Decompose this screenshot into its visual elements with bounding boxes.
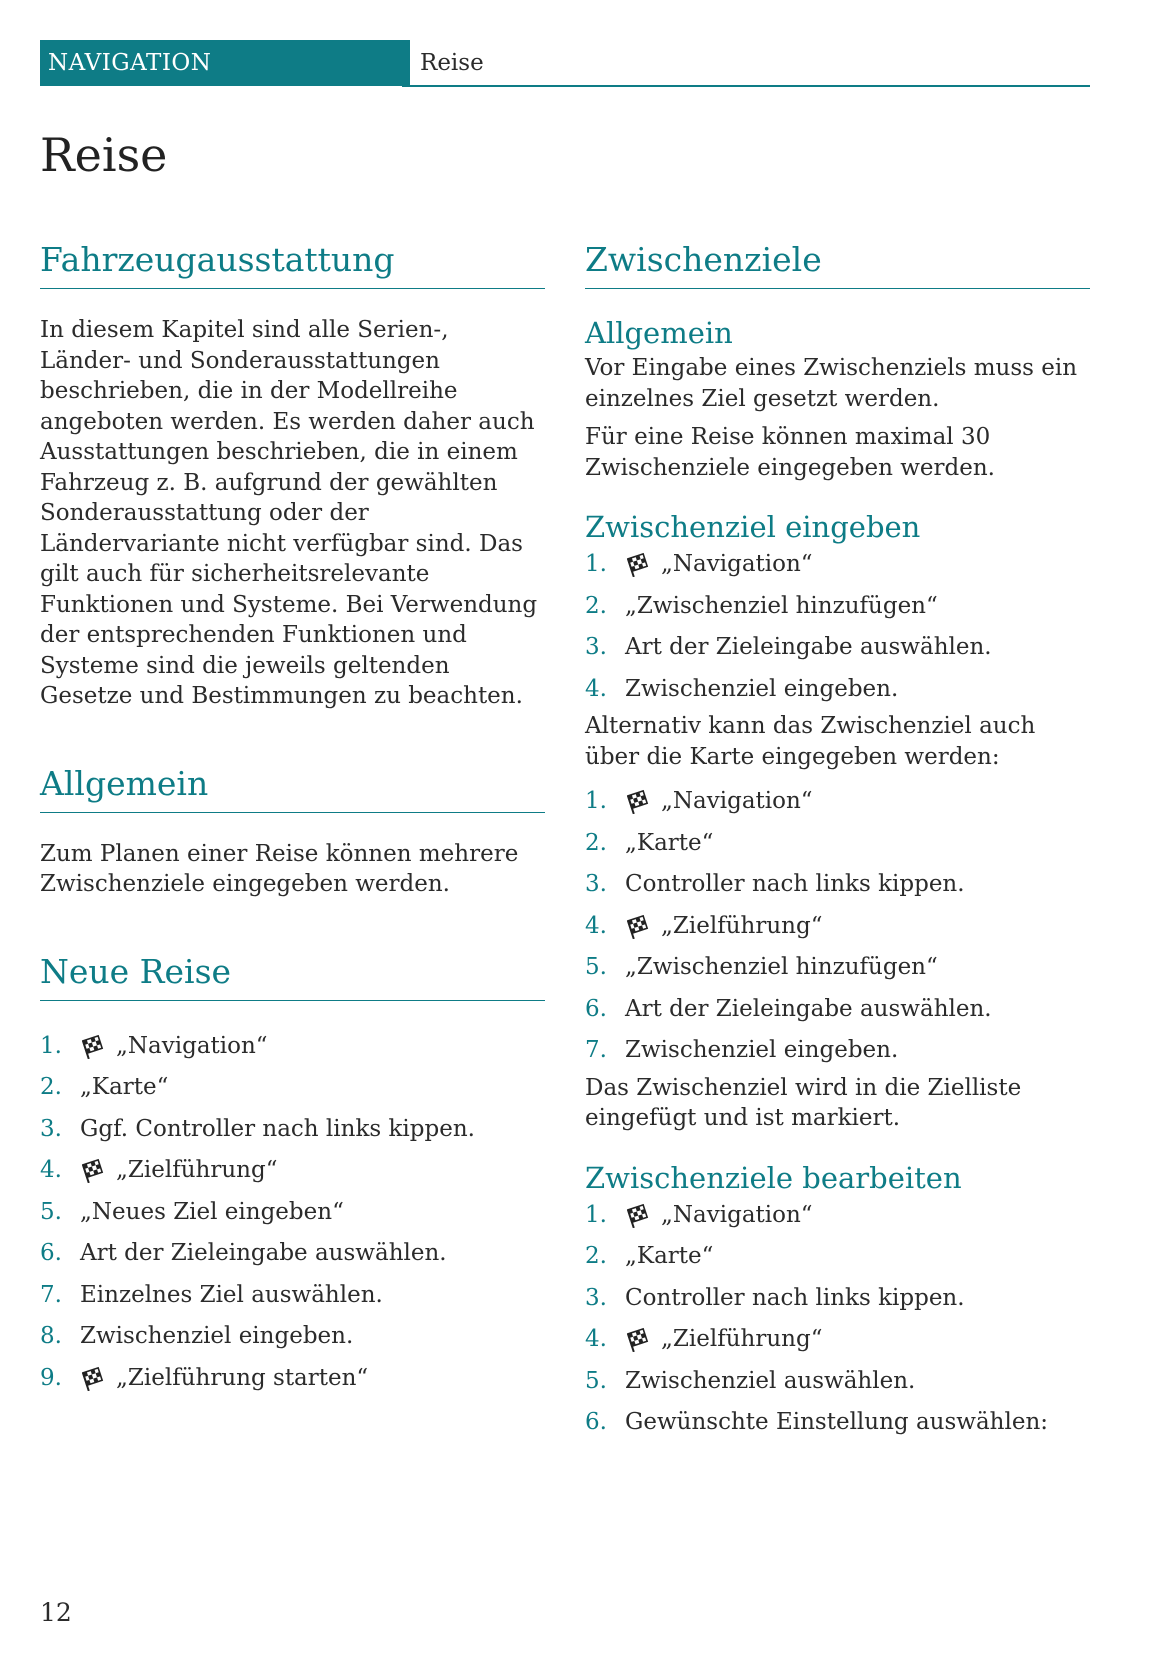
list-item bbox=[40, 1363, 545, 1393]
flag-icon bbox=[625, 551, 651, 577]
list-item bbox=[40, 1072, 545, 1102]
step-number: 1. bbox=[585, 1201, 607, 1228]
list-item bbox=[585, 1241, 1090, 1271]
list-item bbox=[585, 869, 1090, 899]
step-number: 1. bbox=[585, 551, 607, 577]
list-item bbox=[585, 591, 1090, 621]
header-rule bbox=[402, 85, 1090, 87]
fahrzeugausstattung-text: In diesem Kapitel sind alle Serien-, Länder- und Sonderausstattungen beschrieben, die in der Modellreihe angeboten werden. Es werden daher auch Ausstattungen beschrieben, die in einem Fahrzeug z. B. aufgrund der gewählten Sonderausstattung oder der Ländervariante nicht verfügbar sind. Das gilt auch für sicherheitsrelevante Funktionen und Systeme. Bei Verwendung der entsprechenden Funktionen und Systeme sind die jeweils geltenden Gesetze und Bestimmungen zu beachten. bbox=[40, 317, 538, 709]
step-number: 6. bbox=[585, 1409, 607, 1435]
neue-reise-steps bbox=[40, 1031, 545, 1393]
step-text: „Neues Ziel eingeben“ bbox=[80, 1198, 344, 1225]
step-number: 3. bbox=[585, 1284, 607, 1311]
list-item bbox=[585, 1324, 1090, 1354]
allgemein-p2: Für eine Reise können maximal 30 Zwischenziele eingegeben werden. bbox=[585, 424, 995, 481]
step-text: Controller nach links kippen. bbox=[625, 871, 965, 897]
list-item bbox=[585, 1283, 1090, 1313]
list-item bbox=[585, 994, 1090, 1024]
flag-icon bbox=[625, 1202, 651, 1228]
flag-icon bbox=[80, 1365, 106, 1391]
step-text: Art der Zieleingabe auswählen. bbox=[625, 995, 992, 1022]
step-text: „Karte“ bbox=[80, 1074, 169, 1100]
step-text: „Zielführung“ bbox=[661, 912, 823, 939]
list-item bbox=[40, 1321, 545, 1351]
list-item bbox=[40, 1280, 545, 1310]
result-text: Das Zwischenziel wird in die Zielliste eingefügt und ist markiert. bbox=[585, 1074, 1022, 1131]
heading-neue-reise: Neue Reise bbox=[40, 948, 545, 1001]
flag-icon bbox=[80, 1157, 106, 1183]
step-text: Gewünschte Einstellung auswählen: bbox=[625, 1409, 1049, 1435]
step-text: Einzelnes Ziel auswählen. bbox=[80, 1281, 383, 1308]
step-number: 5. bbox=[585, 1367, 607, 1394]
list-item bbox=[585, 549, 1090, 579]
step-text: „Navigation“ bbox=[116, 1032, 268, 1059]
flag-icon bbox=[625, 1326, 651, 1352]
step-number: 4. bbox=[585, 675, 607, 702]
list-item bbox=[40, 1155, 545, 1185]
step-number: 6. bbox=[585, 995, 607, 1022]
alternative-text: Alternativ kann das Zwischenziel auch über die Karte eingegeben werden: bbox=[585, 713, 1036, 770]
step-number: 5. bbox=[585, 954, 607, 980]
flag-icon bbox=[625, 788, 651, 814]
step-text: „Navigation“ bbox=[661, 1201, 813, 1228]
chapter-tab: NAVIGATION bbox=[40, 40, 410, 86]
heading-allgemein-right: Allgemein bbox=[585, 316, 733, 350]
heading-allgemein-left: Allgemein bbox=[40, 760, 545, 813]
step-number: 2. bbox=[585, 829, 607, 856]
page-title: Reise bbox=[40, 128, 168, 182]
step-number: 5. bbox=[40, 1198, 62, 1225]
step-text: Zwischenziel eingeben. bbox=[80, 1323, 354, 1349]
list-item bbox=[585, 786, 1090, 816]
step-text: Art der Zieleingabe auswählen. bbox=[80, 1240, 447, 1266]
list-item bbox=[40, 1197, 545, 1227]
list-item bbox=[585, 1200, 1090, 1230]
list-item bbox=[40, 1114, 545, 1144]
list-item bbox=[585, 911, 1090, 941]
list-item bbox=[40, 1031, 545, 1061]
list-item bbox=[585, 1035, 1090, 1065]
list-item bbox=[585, 828, 1090, 858]
step-number: 3. bbox=[40, 1115, 62, 1142]
step-number: 2. bbox=[585, 592, 607, 619]
allgemein-p1: Vor Eingabe eines Zwischenziels muss ein einzelnes Ziel gesetzt werden. bbox=[585, 355, 1078, 412]
section-label: Reise bbox=[420, 50, 484, 76]
step-text: „Zielführung“ bbox=[116, 1157, 278, 1183]
list-item bbox=[585, 952, 1090, 982]
step-number: 8. bbox=[40, 1323, 62, 1349]
heading-zwischenziele: Zwischenziele bbox=[585, 236, 1090, 289]
heading-zwischenziele-bearbeiten: Zwischenziele bearbeiten bbox=[585, 1160, 962, 1195]
step-text: „Karte“ bbox=[625, 1243, 714, 1269]
step-number: 2. bbox=[585, 1243, 607, 1269]
list-item bbox=[585, 1407, 1090, 1437]
step-text: Art der Zieleingabe auswählen. bbox=[625, 634, 992, 660]
step-text: Zwischenziel eingeben. bbox=[625, 1037, 899, 1063]
step-number: 1. bbox=[585, 788, 607, 814]
step-text: „Navigation“ bbox=[661, 551, 813, 577]
alternative-steps bbox=[585, 786, 1090, 1065]
step-number: 1. bbox=[40, 1032, 62, 1059]
list-item bbox=[585, 632, 1090, 662]
step-number: 4. bbox=[585, 1326, 607, 1352]
left-column bbox=[40, 236, 545, 1404]
step-text: Ggf. Controller nach links kippen. bbox=[80, 1115, 475, 1142]
list-item bbox=[585, 1366, 1090, 1396]
step-text: „Karte“ bbox=[625, 829, 714, 856]
step-number: 7. bbox=[40, 1281, 62, 1308]
step-text: „Zielführung starten“ bbox=[116, 1364, 369, 1391]
flag-icon bbox=[625, 913, 651, 939]
bearbeiten-steps bbox=[585, 1200, 1090, 1438]
step-number: 3. bbox=[585, 871, 607, 897]
flag-icon bbox=[80, 1033, 106, 1059]
list-item bbox=[40, 1238, 545, 1268]
step-number: 6. bbox=[40, 1240, 62, 1266]
page-number: 12 bbox=[40, 1598, 72, 1627]
heading-zwischenziel-eingeben: Zwischenziel eingeben bbox=[585, 510, 921, 544]
allgemein-text: Zum Planen einer Reise können mehrere Zwischenziele eingegeben werden. bbox=[40, 840, 519, 897]
step-text: „Navigation“ bbox=[661, 788, 813, 814]
step-text: Zwischenziel eingeben. bbox=[625, 675, 899, 702]
step-number: 3. bbox=[585, 634, 607, 660]
step-number: 4. bbox=[585, 912, 607, 939]
step-text: „Zwischenziel hinzufügen“ bbox=[625, 592, 938, 619]
step-text: Controller nach links kippen. bbox=[625, 1284, 965, 1311]
step-number: 4. bbox=[40, 1157, 62, 1183]
list-item bbox=[585, 674, 1090, 704]
page-header bbox=[40, 40, 1090, 86]
step-number: 7. bbox=[585, 1037, 607, 1063]
step-text: „Zielführung“ bbox=[661, 1326, 823, 1352]
right-column bbox=[585, 236, 1090, 1449]
eingeben-steps bbox=[585, 549, 1090, 704]
heading-fahrzeugausstattung: Fahrzeugausstattung bbox=[40, 236, 545, 289]
step-number: 2. bbox=[40, 1074, 62, 1100]
step-number: 9. bbox=[40, 1364, 62, 1391]
step-text: Zwischenziel auswählen. bbox=[625, 1367, 916, 1394]
step-text: „Zwischenziel hinzufügen“ bbox=[625, 954, 938, 980]
